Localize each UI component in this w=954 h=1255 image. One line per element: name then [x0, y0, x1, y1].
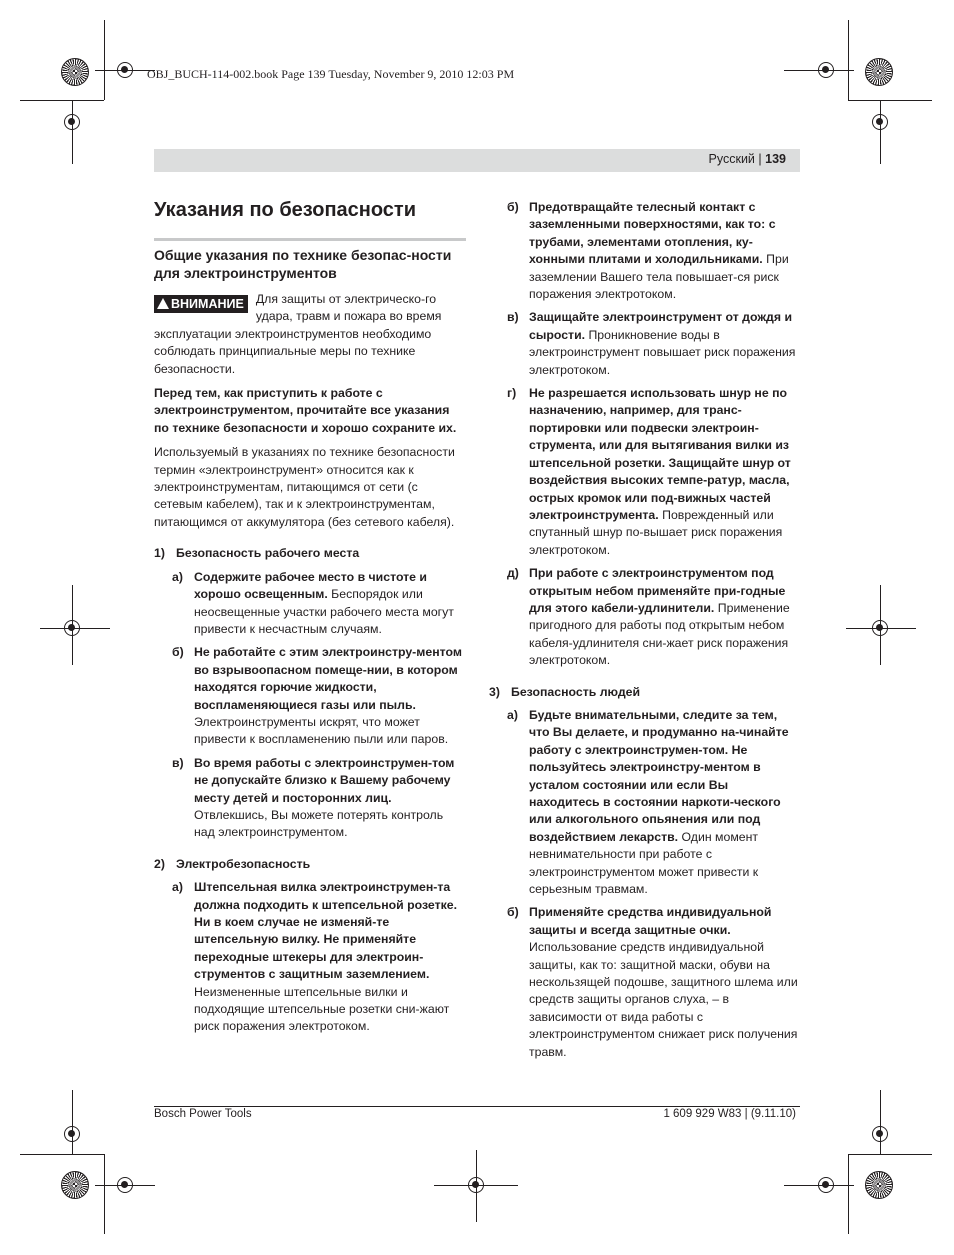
warning-block [154, 291, 466, 378]
section-title: Электробезопасность [176, 856, 311, 871]
list-item [172, 644, 466, 748]
section-2-items [154, 879, 466, 1036]
item-label: а) [172, 880, 183, 895]
item-text: Электроинструменты искрят, что может привести к воспламенению пыли или паров. [194, 714, 449, 747]
item-text: Один момент невнимательности при работе с электроинструментом может привести к серьезным травмам. [529, 829, 759, 897]
section-3-items [489, 707, 800, 1061]
item-bold: Применяйте средства индивидуальной защиты и всегда защитные очки. [529, 905, 772, 937]
crop-mark [72, 1090, 73, 1154]
list-item [507, 199, 800, 303]
crop-mark [40, 628, 110, 629]
item-text: Беспорядок или неосвещенные участки рабочего места могут привести к несчастным случаям. [194, 587, 454, 636]
section-subtitle: Общие указания по технике безопас-ности для электроинструментов [154, 247, 452, 281]
section-2-items-continued [489, 199, 800, 670]
crop-mark [848, 1154, 932, 1155]
registration-mark-icon [872, 114, 888, 130]
registration-mark-icon [818, 1177, 834, 1193]
registration-star-icon [865, 58, 893, 86]
intro-bold: Перед тем, как приступить к работе с электроинструментом, прочитайте все указания по технике безопасности и хорошо сохраните их. [154, 386, 457, 435]
item-text: Неизмененные штепсельные вилки и подходящие штепсельные розетки сни-жают риск поражения электротоком. [194, 984, 450, 1034]
crop-mark [476, 1150, 477, 1222]
section-3-heading [489, 684, 800, 701]
item-bold: Защищайте электроинструмент от дождя и сырости. [529, 310, 793, 342]
crop-mark [880, 1090, 881, 1154]
crop-mark [880, 585, 881, 665]
crop-mark [880, 100, 881, 164]
registration-mark-icon [64, 1126, 80, 1142]
crop-mark [72, 100, 73, 164]
item-text: Поврежденный или спутанный шнур по-вышает риск поражения электротоком. [529, 507, 783, 557]
crop-mark [848, 20, 849, 100]
item-label: б) [507, 905, 519, 920]
crop-mark [846, 628, 916, 629]
item-bold: Штепсельная вилка электроинструмен-та должна подходить к штепсельной розетке. Ни в коем случае не изменяй-те штепсельную вилку. Не применяйте переходные штекеры для электроин-струментов с защитным заземлением. [194, 880, 458, 982]
registration-star-icon [865, 1171, 893, 1199]
footer-publisher: Bosch Power Tools [154, 1108, 252, 1120]
registration-mark-icon [117, 62, 133, 78]
header-text [709, 152, 786, 166]
title-rule [154, 238, 466, 241]
item-label: а) [507, 707, 518, 722]
list-item [172, 755, 466, 842]
list-item [507, 309, 800, 379]
crop-mark [104, 20, 105, 100]
warning-badge [154, 295, 248, 313]
list-item [507, 707, 800, 898]
section-title: Безопасность рабочего места [176, 546, 360, 561]
list-item [172, 569, 466, 639]
registration-mark-icon [117, 1177, 133, 1193]
running-header [154, 149, 800, 172]
item-bold: Содержите рабочее место в чистоте и хорошо освещенным. [194, 569, 427, 602]
section-number: 1) [154, 546, 165, 561]
section-2-heading [154, 856, 466, 873]
item-label: б) [507, 200, 519, 214]
item-label: д) [507, 566, 519, 581]
crop-mark [434, 1185, 518, 1186]
crop-mark [20, 1154, 104, 1155]
left-column [154, 198, 466, 1036]
item-text: Отвлекшись, Вы можете потерять контроль над электроинструментом. [194, 807, 444, 840]
item-label: б) [172, 645, 184, 660]
crop-mark [72, 585, 73, 665]
item-bold: Не работайте с этим электроинстру-ментом во взрывоопасном помеще-нии, в котором находятся горючие жидкости, воспламеняющиеся газы или пыль. [194, 645, 462, 712]
header-language: Русский [708, 152, 755, 166]
list-item [507, 565, 800, 669]
item-label: г) [507, 386, 517, 401]
section-1-items [154, 569, 466, 842]
header-separator: | [758, 152, 762, 166]
warning-text: Для защиты от электрическо-го удара, травм и пожара во время эксплуатации электроинструментов необходимо соблюдать принципиальные меры по технике безопасности. [154, 292, 442, 376]
warning-triangle-icon [157, 298, 169, 309]
page-number: 139 [765, 152, 786, 166]
item-bold: Не разрешается использовать шнур не по назначению, например, для транс-портировки или подвески электроин-струмента, или для вытягивания вилки из штепсельной розетки. Защищайте шнур от воздействия высоких темпе-ратур, масла, острых кромок или под-вижных частей электроинструмента. [529, 386, 791, 522]
intro-text: Используемый в указаниях по технике безопасности термин «электроинструмент» относится как к электроинструментам, питающимся от сети (с сетевым кабелем), так и к электроинструментам, питающимся от аккумулятора (без сетевого кабеля). [154, 445, 455, 529]
item-label: в) [507, 310, 519, 325]
registration-star-icon [61, 58, 89, 86]
crop-mark [848, 100, 932, 101]
crop-mark [848, 1154, 849, 1234]
registration-mark-icon [818, 62, 834, 78]
right-column [489, 199, 800, 1061]
item-bold: Предотвращайте телесный контакт с заземленными поверхностями, как то: с трубами, элементами отопления, ку-хонными плитами и холодильниками. [529, 200, 776, 267]
item-bold: Во время работы с электроинструмен-том не допускайте близко к Вашему рабочему месту детей и посторонних лиц. [194, 755, 455, 805]
warning-label: ВНИМАНИЕ [171, 297, 244, 311]
print-job-info: OBJ_BUCH-114-002.book Page 139 Tuesday, November 9, 2010 12:03 PM [147, 67, 515, 81]
list-item [172, 879, 466, 1036]
registration-star-icon [61, 1171, 89, 1199]
section-1-heading [154, 545, 466, 562]
list-item [507, 385, 800, 559]
item-text: Использование средств индивидуальной защиты, как то: защитной маски, обуви на нескользящей подошве, защитного шлема или средств защиты органов слуха, – в зависимости от вида работы с электроинструментом снижает риск получения травм. [529, 940, 798, 1059]
registration-mark-icon [872, 1126, 888, 1142]
item-bold: При работе с электроинструментом под открытым небом применяйте при-годные для этого кабели-удлинители. [529, 566, 786, 615]
item-text: Проникновение воды в электроинструмент повышает риск поражения электротоком. [529, 327, 796, 377]
footer-rule [154, 1106, 800, 1107]
footer-doc-code: 1 609 929 W83 | (9.11.10) [663, 1108, 796, 1120]
crop-mark [20, 100, 104, 101]
section-title: Безопасность людей [511, 684, 641, 699]
registration-mark-icon [64, 114, 80, 130]
item-label: в) [172, 755, 184, 770]
item-text: При заземлении Вашего тела повышает-ся риск поражения электротоком. [529, 252, 789, 302]
section-number: 2) [154, 856, 165, 871]
crop-mark [104, 1154, 105, 1234]
list-item [507, 904, 800, 1061]
item-bold: Будьте внимательными, следите за тем, что Вы делаете, и продуманно на-чинайте работу с электроинструмен-том. Не пользуйтесь электроинстру-ментом в усталом состоянии или если Вы находитесь в состоянии наркоти-ческого или алкогольного опьянения или под воздействием лекарств. [529, 707, 789, 844]
section-number: 3) [489, 684, 500, 699]
item-label: а) [172, 569, 183, 584]
item-text: Применение пригодного для работы под открытым небом кабеля-удлинителя сни-жает риск поражения электротоком. [529, 600, 790, 668]
page-title: Указания по безопасности [154, 199, 417, 221]
